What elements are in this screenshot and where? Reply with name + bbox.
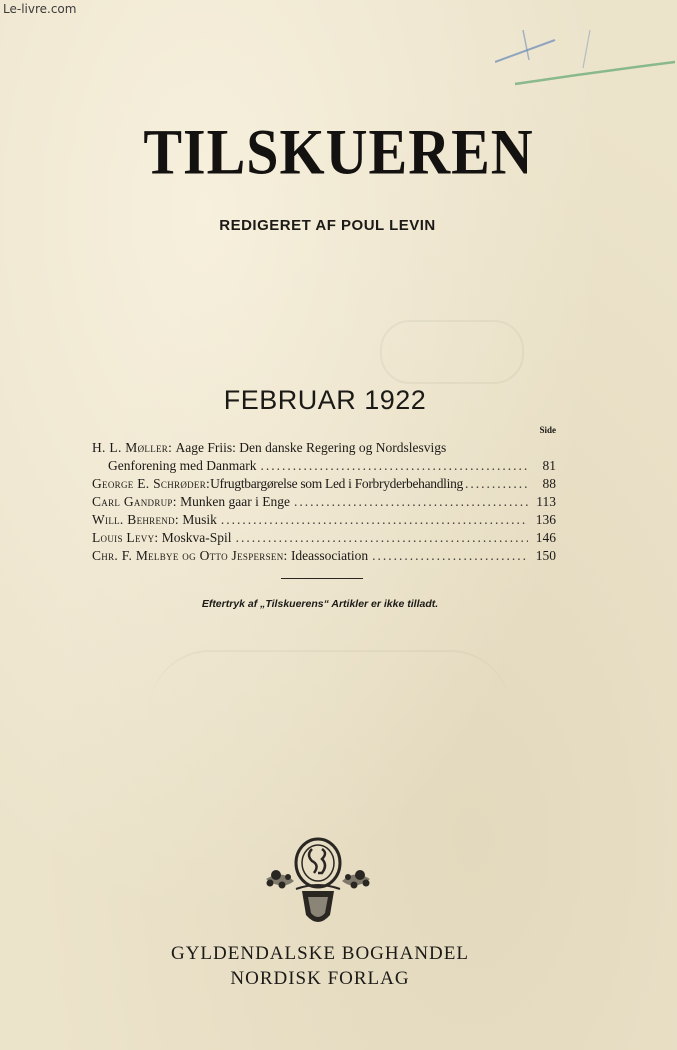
toc-leader bbox=[294, 493, 528, 511]
toc-author: Carl Gandrup: bbox=[92, 494, 177, 509]
divider-rule bbox=[281, 578, 363, 579]
toc-leader bbox=[372, 547, 528, 565]
toc-entry bbox=[92, 529, 556, 547]
toc-title: Ufrugtbargørelse som Led i Forbryderbehandling bbox=[210, 476, 463, 491]
toc-entry bbox=[92, 511, 556, 529]
toc-title: Moskva-Spil bbox=[161, 530, 232, 545]
toc-title: Aage Friis: Den danske Regering og Nordslesvigs bbox=[175, 440, 447, 455]
toc-leader bbox=[260, 457, 528, 475]
toc-entry-continuation bbox=[92, 457, 556, 475]
toc-author: Will. Behrend: bbox=[92, 512, 179, 527]
toc-title: Musik bbox=[182, 512, 217, 527]
toc-page-number: 81 bbox=[542, 458, 556, 473]
toc-page-number: 113 bbox=[536, 494, 556, 509]
toc-page-column-label: Side bbox=[539, 425, 556, 435]
copyright-note: Eftertryk af „Tilskuerens“ Artikler er ikke tilladt. bbox=[201, 598, 439, 610]
editor-line: REDIGERET AF POUL LEVIN bbox=[219, 217, 436, 234]
toc-author: Louis Levy: bbox=[92, 530, 159, 545]
issue-date: FEBRUAR 1922 bbox=[223, 385, 427, 415]
journal-title: TILSKUEREN bbox=[143, 115, 534, 188]
publisher-emblem-icon bbox=[262, 833, 374, 933]
toc-leader bbox=[236, 529, 528, 547]
toc-entry bbox=[92, 547, 556, 565]
toc-leader bbox=[221, 511, 528, 529]
publisher-imprint: NORDISK FORLAG bbox=[230, 968, 410, 989]
watermark-logo: Le-livre.com bbox=[3, 2, 77, 16]
show-through-decoration bbox=[380, 320, 524, 384]
toc-author: George E. Schrøder: bbox=[92, 476, 211, 491]
toc-title: Ideassociation bbox=[290, 548, 369, 563]
toc-title: Munken gaar i Enge bbox=[180, 494, 291, 509]
show-through-decoration bbox=[150, 650, 510, 772]
publisher-name: GYLDENDALSKE BOGHANDEL bbox=[170, 943, 469, 964]
toc-title: Genforening med Danmark bbox=[108, 458, 257, 473]
toc-entry bbox=[92, 475, 556, 493]
table-of-contents bbox=[92, 425, 556, 565]
toc-entry bbox=[92, 493, 556, 511]
toc-page-number: 88 bbox=[542, 476, 556, 491]
toc-page-number: 136 bbox=[535, 512, 556, 527]
toc-author: H. L. Møller: bbox=[92, 440, 173, 455]
toc-page-number: 146 bbox=[535, 530, 556, 545]
pencil-mark-icon bbox=[495, 10, 675, 90]
toc-page-number: 150 bbox=[535, 548, 556, 563]
toc-entry bbox=[92, 439, 556, 457]
toc-leader bbox=[465, 475, 530, 493]
toc-author: Chr. F. Melbye og Otto Jespersen: bbox=[92, 548, 288, 563]
